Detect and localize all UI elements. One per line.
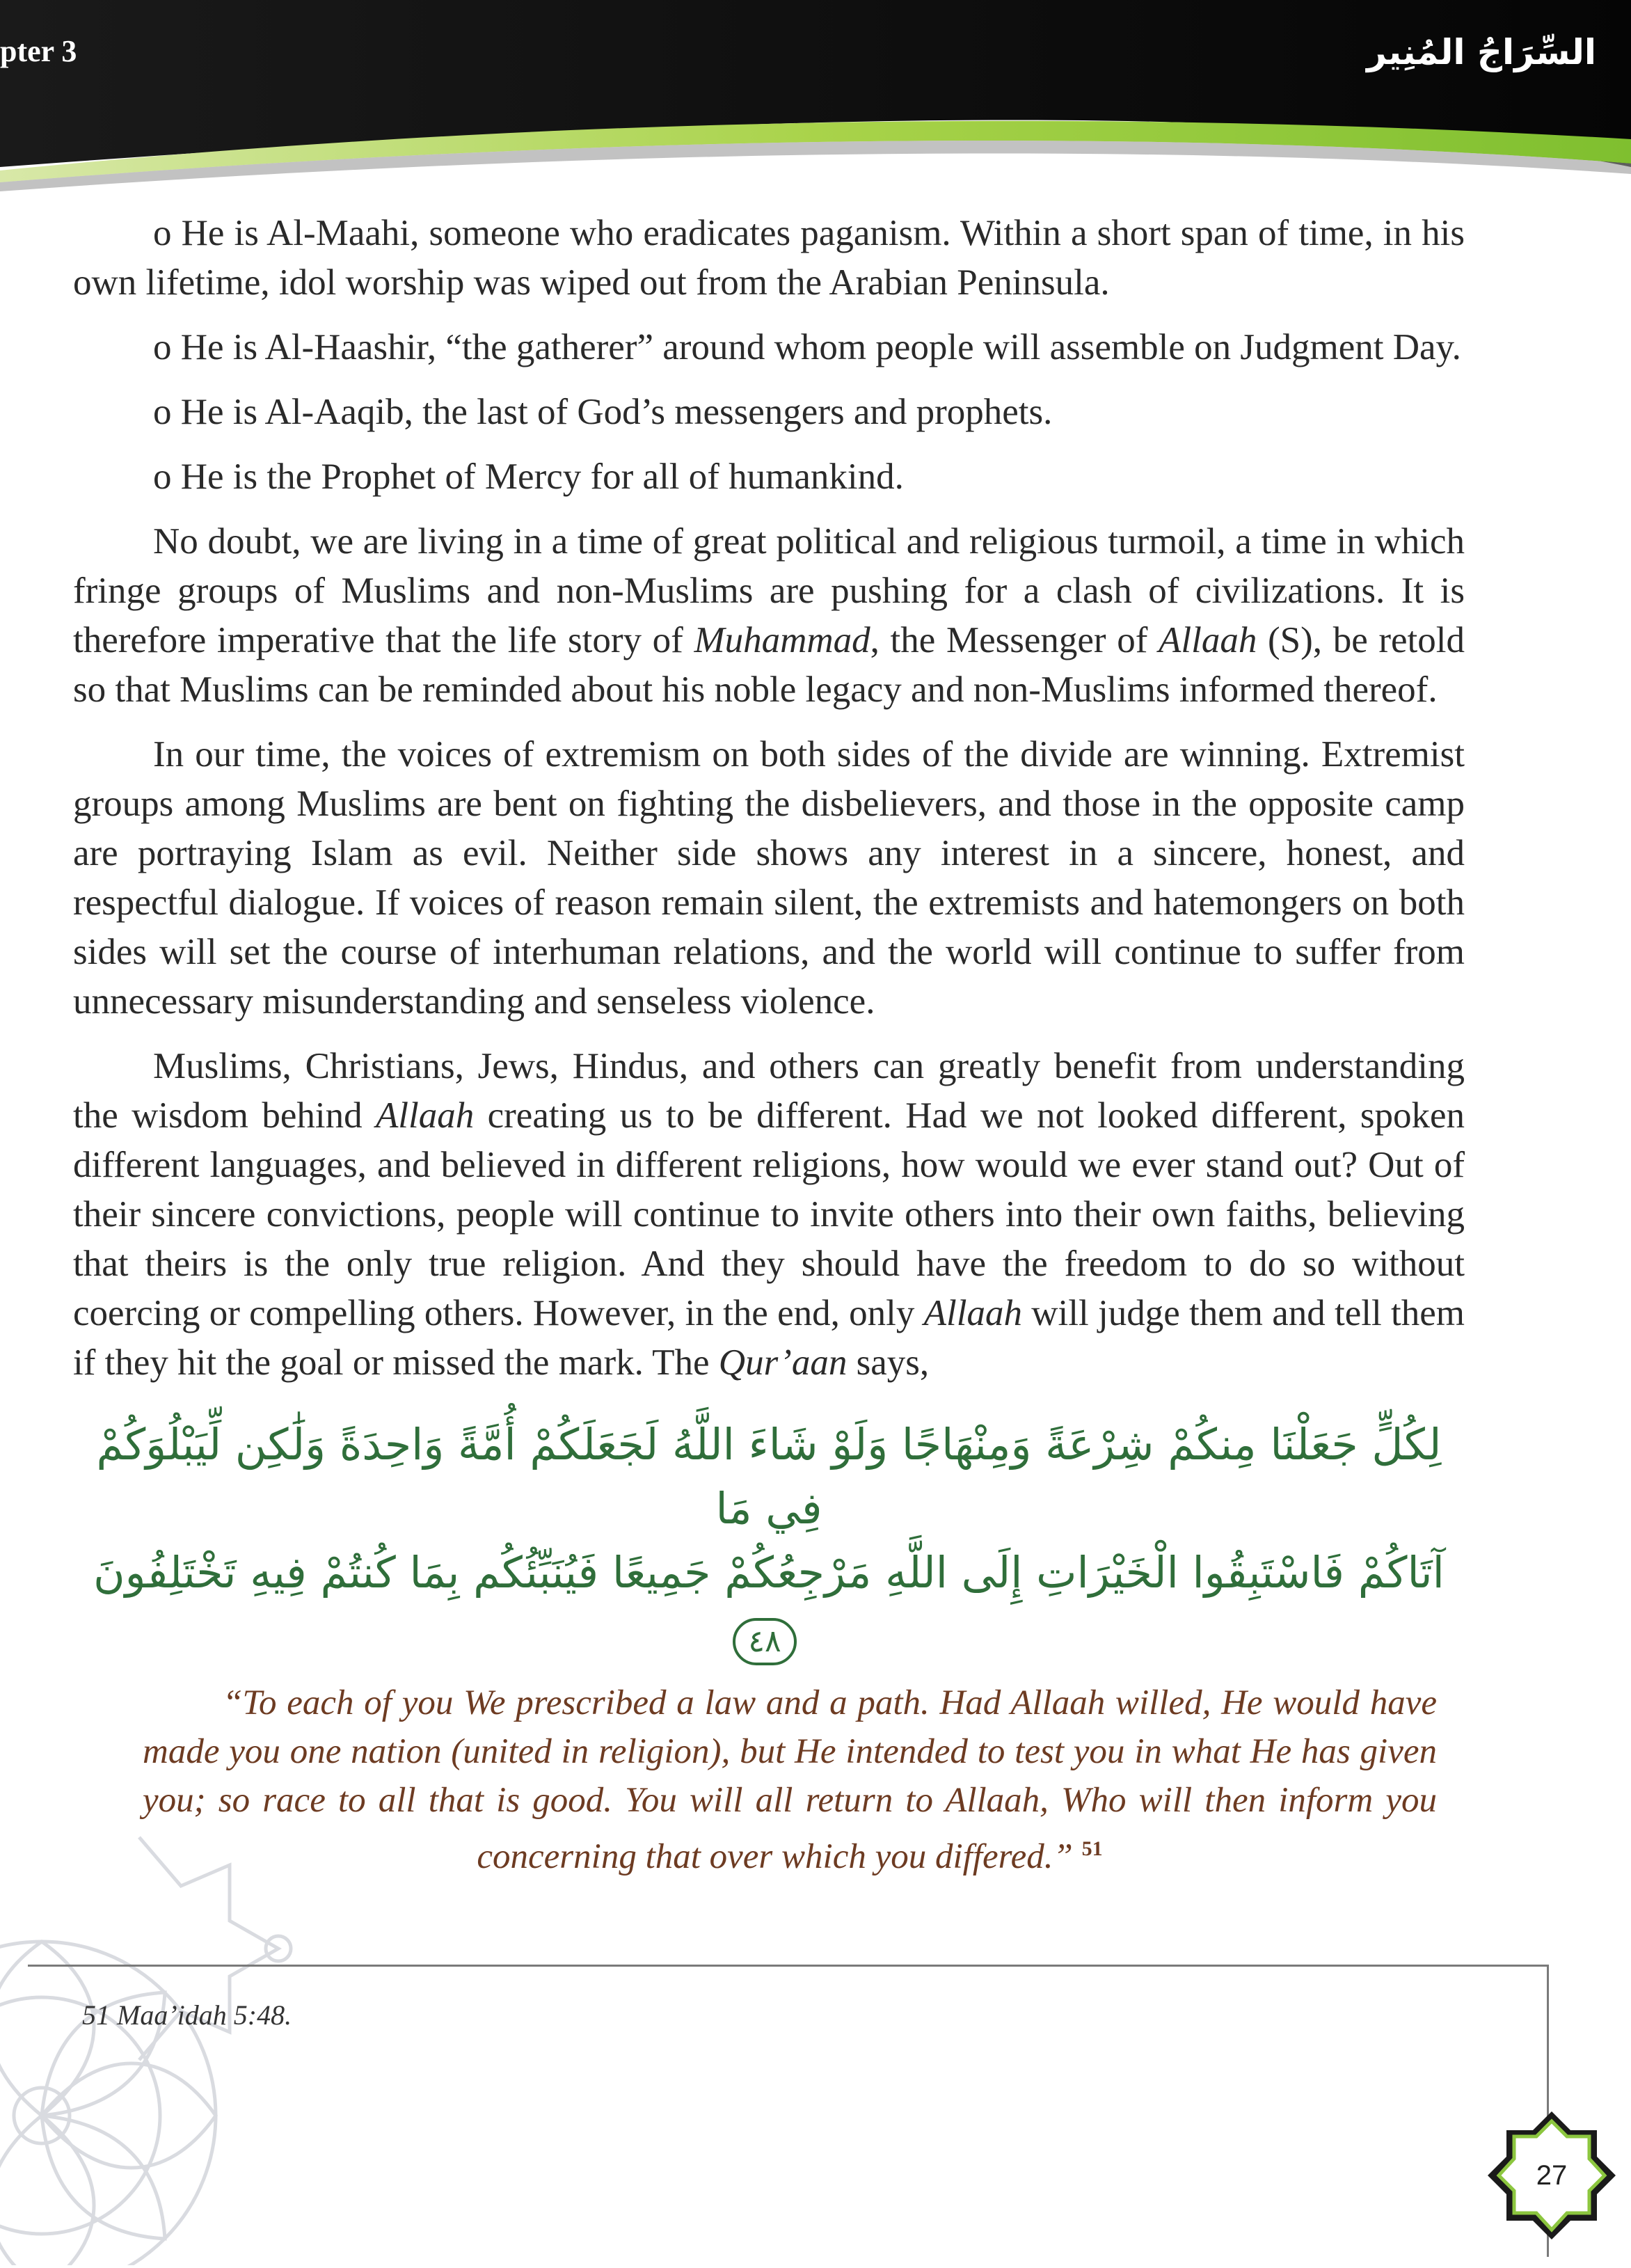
text-run: (S), be retold so that Muslims can be reminded about his noble legacy and non-Muslims informed thereof. [73, 620, 1465, 710]
italic-term: Qur’aan [718, 1342, 848, 1383]
quran-arabic-line-2 [73, 1541, 1465, 1669]
text-run: creating us to be different. Had we not looked different, spoken different languages, and believed in different religions, how would we ever stand out? Out of their sincere convictions, people will continue to invite others into their own faiths, believing that theirs is the only true religion. And they should have the freedom to do so without coercing or compelling others. However, in the end, only [73, 1095, 1465, 1333]
ayah-number-badge: ٤٨ [733, 1618, 796, 1665]
paragraph-turmoil [73, 517, 1465, 715]
header-band-graphic [0, 0, 1631, 209]
book-title-arabic: السِّرَاجُ المُنِير [1367, 32, 1596, 72]
quran-arabic-line-1: لِكُلٍّ جَعَلْنَا مِنكُمْ شِرْعَةً وَمِنْهَاجًا وَلَوْ شَاءَ اللَّهُ لَجَعَلَكُمْ أُمَّةً وَاحِدَةً وَلَٰكِن لِّيَبْلُوَكُمْ فِي مَا [96, 1419, 1442, 1534]
text-run: , the Messenger of [870, 620, 1159, 660]
paragraph-extremism: In our time, the voices of extremism on both sides of the divide are winning. Extremist groups among Muslims are bent on fighting the disbelievers, and those in the opposite camp are portraying Islam as evil. Neither side shows any interest in a sincere, honest, and respectful dialogue. If voices of reason remain silent, the extremists and hatemongers on both sides will set the course of interhuman relations, and the world will continue to suffer from unnecessary misunderstanding and senseless violence. [73, 734, 1465, 1022]
main-content [73, 209, 1465, 1896]
page-number: 27 [1536, 2160, 1568, 2191]
bullet-al-haashir: o He is Al-Haashir, “the gatherer” around whom people will assemble on Judgment Day. [153, 327, 1461, 367]
text-run: No doubt, we are living in a time of great political and religious turmoil, a time in which fringe groups of Muslims and non-Muslims are pushing for a clash of civilizations. It is therefore imperative that the life story of [73, 521, 1465, 660]
text-run: Muslims, Christians, Jews, Hindus, and others can greatly benefit from understanding the wisdom behind [73, 1046, 1465, 1136]
bullet-al-maahi: o He is Al-Maahi, someone who eradicates paganism. Within a short span of time, in his own lifetime, idol worship was wiped out from the Arabian Peninsula. [73, 213, 1465, 303]
text-run: says, [847, 1342, 930, 1383]
italic-term: Muhammad [694, 620, 870, 660]
page-header [0, 0, 1631, 209]
paragraph-wisdom [73, 1042, 1465, 1388]
quran-translation-text: “To each of you We prescribed a law and a path. Had Allaah willed, He would have made you one nation (united in religion), but He intended to test you in what He has given you; so race to all that is good. You will all return to Allaah, Who will then inform you concerning that over which you differed.” [143, 1683, 1437, 1876]
text-run: will judge them and tell them if they hit the goal or missed the mark. The [73, 1293, 1465, 1383]
quran-translation [73, 1679, 1465, 1881]
quran-verse-arabic [73, 1413, 1465, 1669]
italic-term: Allaah [923, 1293, 1022, 1333]
chapter-label: pter 3 [0, 34, 77, 68]
quran-arabic-line-2-text: آتَاكُمْ فَاسْتَبِقُوا الْخَيْرَاتِ إِلَى اللَّهِ مَرْجِعُكُمْ جَمِيعًا فَيُنَبِّئُكُم بِمَا كُنتُمْ فِيهِ تَخْتَلِفُونَ [93, 1547, 1445, 1598]
footnote-text: 51 Maa’idah 5:48. [82, 1999, 292, 2031]
italic-term: Allaah [1159, 620, 1257, 660]
bullet-prophet-of-mercy: o He is the Prophet of Mercy for all of humankind. [153, 457, 904, 497]
footnote-reference: 51 [1081, 1837, 1103, 1860]
bullet-al-aaqib: o He is Al-Aaqib, the last of God’s messengers and prophets. [153, 392, 1053, 432]
italic-term: Allaah [375, 1095, 475, 1136]
